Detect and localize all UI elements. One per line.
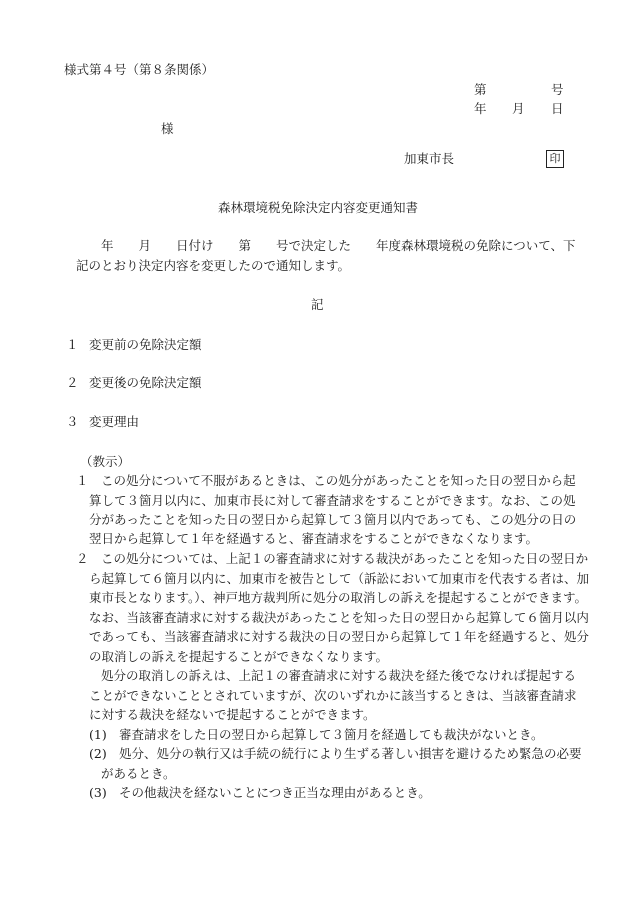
- notice-p2-line: の取消しの訴えを提起することができなくなります。: [89, 649, 389, 664]
- sub-item-text: その他裁決を経ないことにつき正当な理由があるとき。: [119, 785, 431, 800]
- seal-label: 印: [549, 152, 561, 165]
- item-label: 変更後の免除決定額: [89, 375, 202, 390]
- notice-p2-line: ら起算して６箇月以内に、加東市を被告として（訴訟において加東市を代表する者は、加: [89, 571, 590, 586]
- notice-p1-number: １: [76, 473, 89, 488]
- notice-p2-line: 東市長となります。）、神戸地方裁判所に処分の取消しの訴えを提起することができます。: [89, 590, 588, 605]
- notice-p3-line: ことができないこととされていますが、次のいずれかに該当するときは、当該審査請求: [89, 688, 577, 703]
- body-line-1: 年 月 日付け 第 号で決定した 年度森林環境税の免除について、下: [101, 238, 576, 253]
- notice-p2-line: なお、当該審査請求に対する裁決があったことを知った日の翌日から起算して６箇月以内: [89, 610, 589, 625]
- date-month: 月: [512, 101, 525, 116]
- item-number: ３: [66, 414, 79, 429]
- body-line-2: 記のとおり決定内容を変更したので通知します。: [76, 258, 351, 273]
- sub-item-continuation: があるとき。: [101, 766, 176, 781]
- notice-p3-line: 処分の取消しの訴えは、上記１の審査請求に対する裁決を経た後でなければ提起する: [101, 668, 577, 683]
- notice-p3-line: に対する裁決を経ないで提起することができます。: [89, 707, 376, 722]
- form-label: 様式第４号（第８条関係）: [64, 62, 215, 77]
- notice-heading: （教示）: [80, 454, 131, 469]
- notice-p2-line: であっても、当該審査請求に対する裁決の日の翌日から起算して１年を経過すると、処分: [89, 629, 589, 644]
- sub-item-number: (1): [89, 727, 107, 742]
- date-year: 年: [474, 101, 487, 116]
- document-title: 森林環境税免除決定内容変更通知書: [218, 200, 419, 215]
- sub-item-number: (3): [89, 785, 107, 800]
- addressee: 様: [161, 121, 174, 136]
- notice-p1-line: 翌日から起算して１年を経過すると、審査請求をすることができなくなります。: [89, 531, 539, 546]
- number-suffix: 号: [551, 82, 564, 97]
- number-prefix: 第: [474, 82, 487, 97]
- item-number: ２: [66, 375, 79, 390]
- item-number: １: [66, 337, 79, 352]
- ki-heading: 記: [311, 297, 324, 312]
- notice-p2-line: この処分については、上記１の審査請求に対する裁決があったことを知った日の翌日か: [101, 551, 589, 566]
- sub-item-text: 審査請求をした日の翌日から起算して３箇月を経過しても裁決がないとき。: [119, 727, 544, 742]
- sub-item-text: 処分、処分の執行又は手続の続行により生ずる著しい損害を避けるため緊急の必要: [119, 746, 582, 761]
- date-day: 日: [551, 101, 564, 116]
- item-label: 変更前の免除決定額: [89, 337, 202, 352]
- notice-p1-line: この処分について不服があるときは、この処分があったことを知った日の翌日から起: [101, 473, 576, 488]
- notice-p2-number: ２: [76, 551, 89, 566]
- sub-item-number: (2): [89, 746, 107, 761]
- notice-p1-line: 分があったことを知った日の翌日から起算して３箇月以内であっても、この処分の日の: [89, 512, 577, 527]
- item-label: 変更理由: [89, 414, 140, 429]
- seal-stamp-box: [546, 150, 564, 168]
- notice-p1-line: 算して３箇月以内に、加東市長に対して審査請求をすることができます。なお、この処: [89, 493, 576, 508]
- issuer: 加東市長: [404, 151, 455, 166]
